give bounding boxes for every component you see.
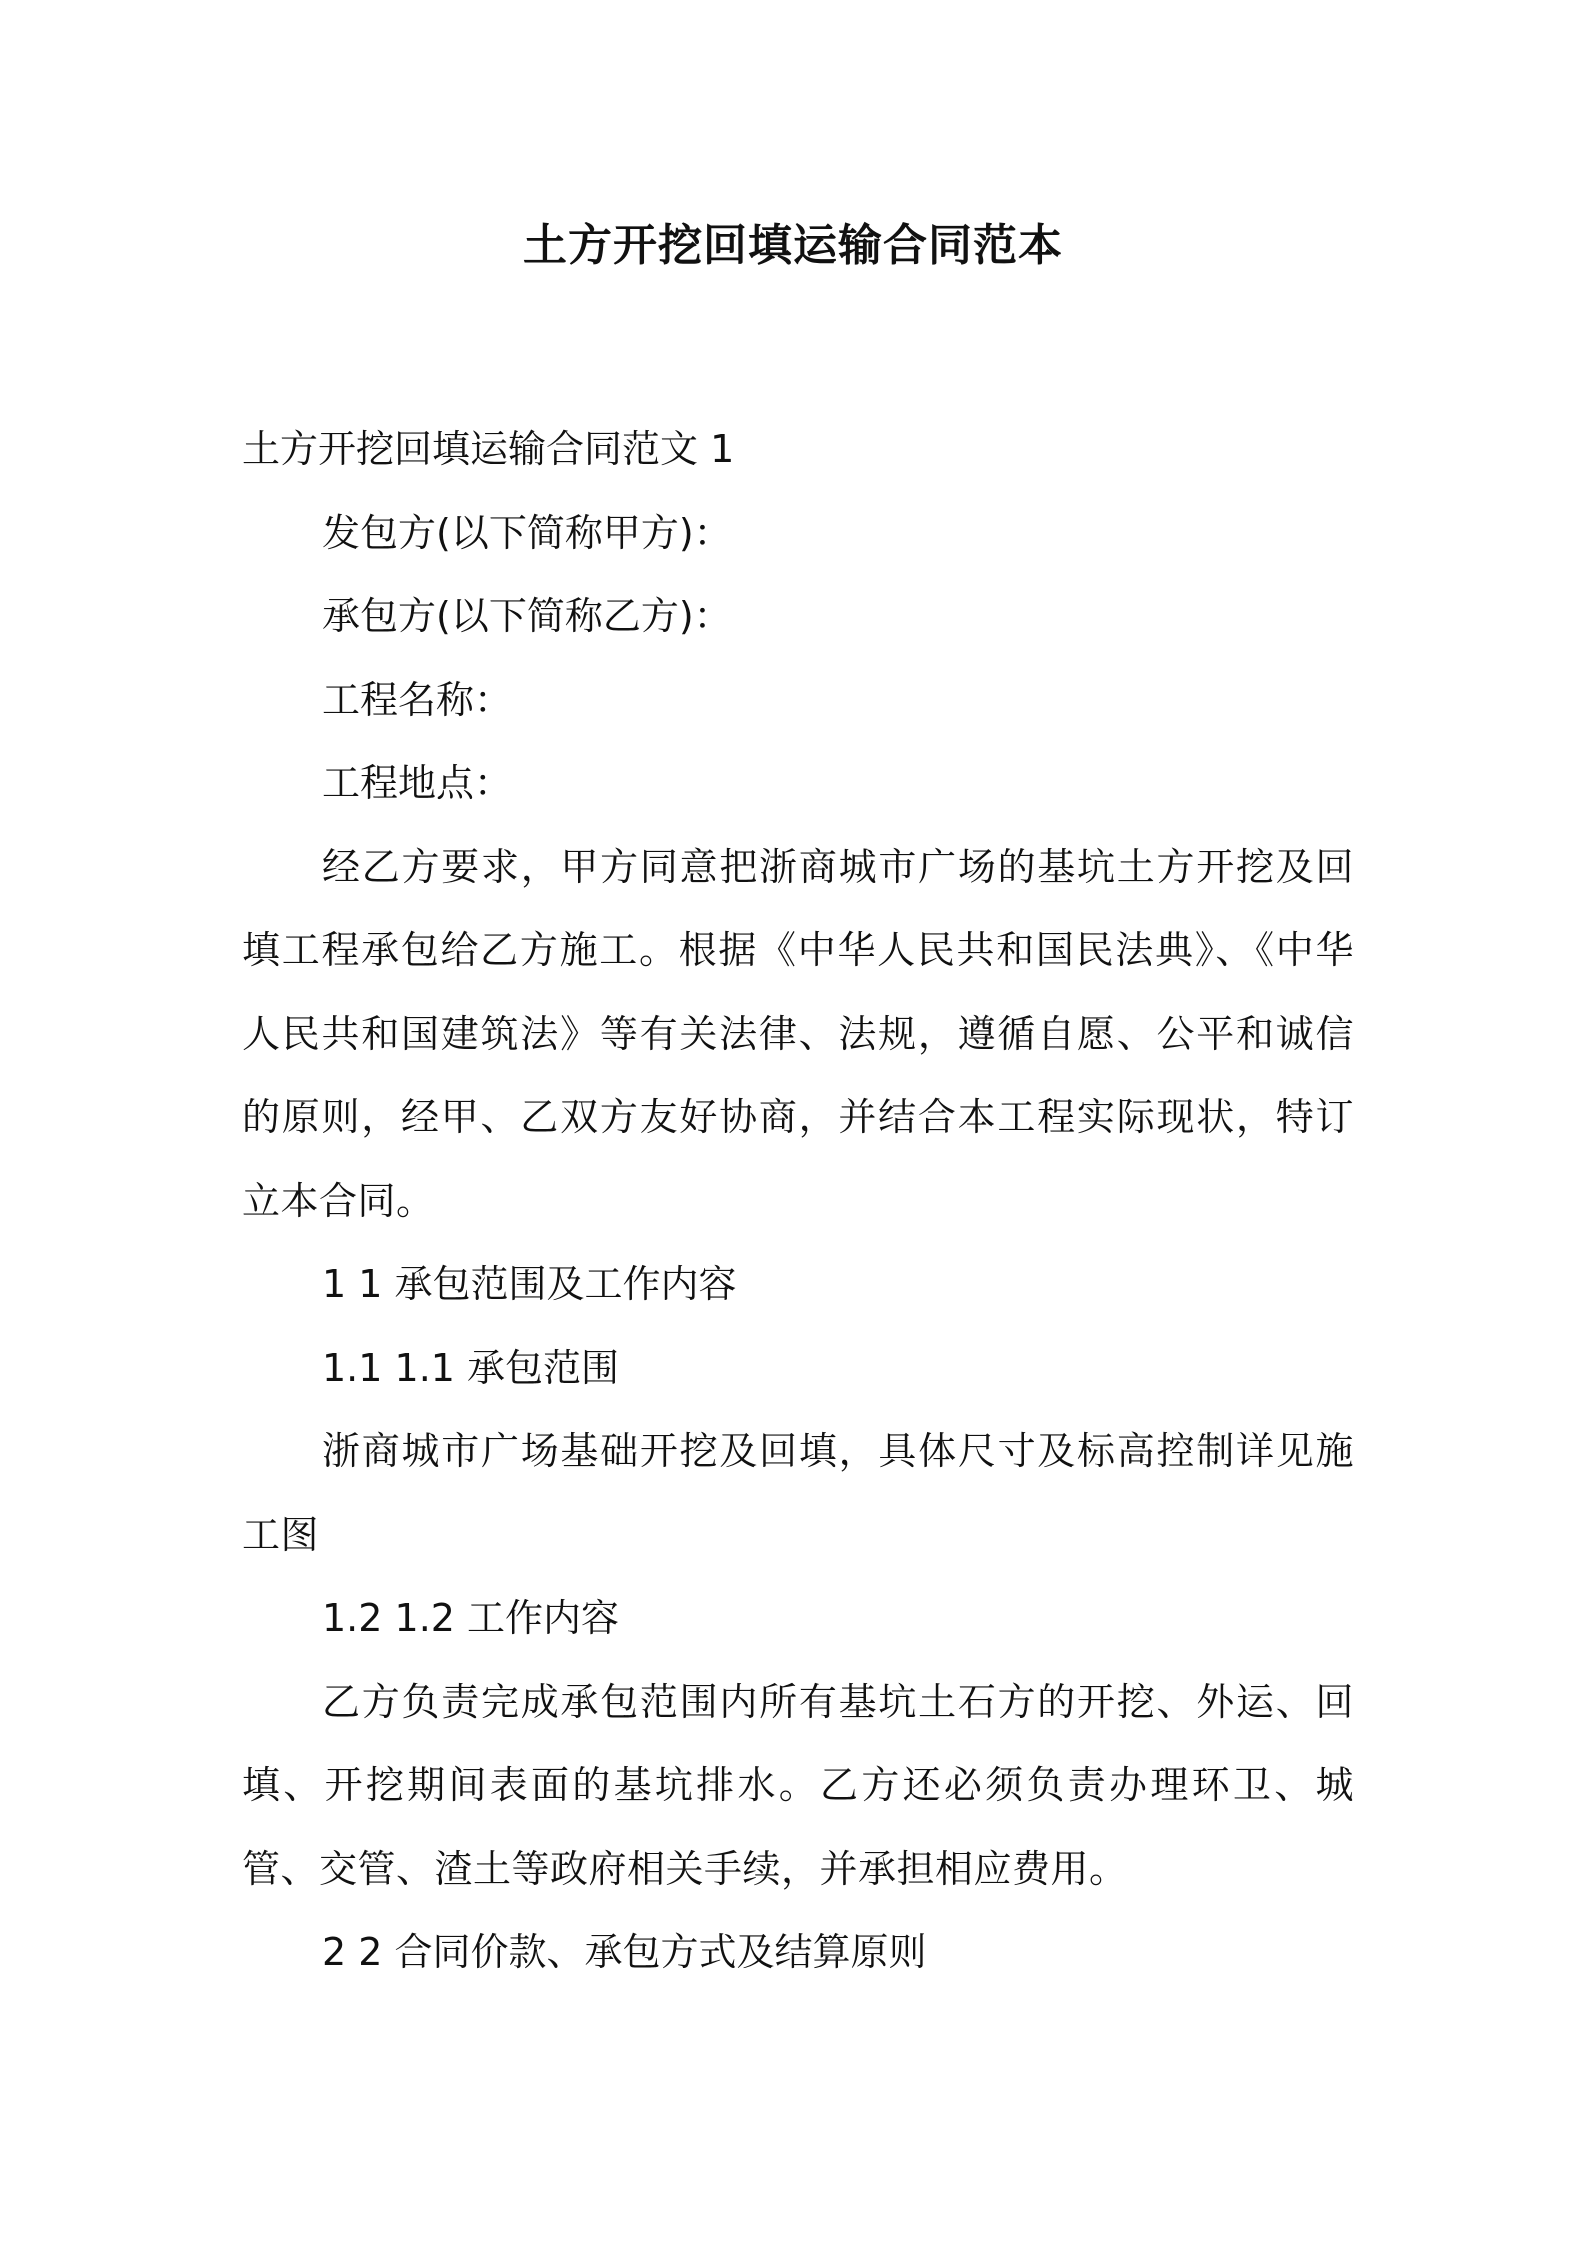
section-1-1-heading: 1.1 1.1 承包范围: [322, 1345, 620, 1390]
section-1-heading: 1 1 承包范围及工作内容: [322, 1262, 737, 1306]
section-2-heading: 2 2 合同价款、承包方式及结算原则: [322, 1930, 927, 1974]
party-b-field: 承包方(以下简称乙方)：: [322, 594, 732, 638]
document-body: [242, 408, 1354, 1995]
intro-paragraph: 经乙方要求，甲方同意把浙商城市广场的基坑土方开挖及回填工程承包给乙方施工。根据《中华人民共和国民法典》、《中华人民共和国建筑法》等有关法律、法规，遵循自愿、公平和诚信的原则，经甲、乙双方友好协商，并结合本工程实际现状，特订立本合同。: [242, 844, 1354, 1223]
project-name-field: 工程名称：: [322, 677, 513, 722]
project-location-field: 工程地点：: [322, 761, 513, 805]
section-1-2-text: 乙方负责完成承包范围内所有基坑土石方的开挖、外运、回填、开挖期间表面的基坑排水。乙方还必须负责办理环卫、城管、交管、渣土等政府相关手续，并承担相应费用。: [242, 1679, 1354, 1891]
document-subtitle: 土方开挖回填运输合同范文 1: [242, 427, 735, 471]
party-a-field: 发包方(以下简称甲方)：: [322, 510, 732, 555]
section-1-2-heading: 1.2 1.2 工作内容: [322, 1596, 620, 1640]
document-title: 土方开挖回填运输合同范本: [523, 220, 1063, 271]
section-1-1-text: 浙商城市广场基础开挖及回填，具体尺寸及标高控制详见施工图: [242, 1429, 1354, 1557]
